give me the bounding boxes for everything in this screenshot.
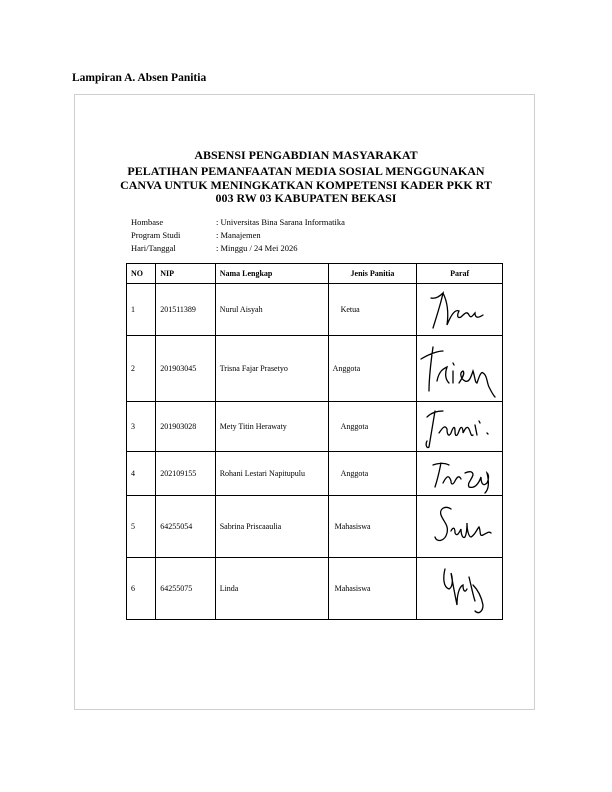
table-row — [127, 284, 503, 336]
cell-name: Sabrina Priscaaulia — [215, 496, 328, 558]
cell-paraf — [417, 496, 503, 558]
cell-jenis: Anggota — [328, 336, 417, 402]
subtitle-line: PELATIHAN PEMANFAATAN MEDIA SOSIAL MENGGUNAKAN — [127, 164, 485, 178]
meta-value: : Minggu / 24 Mei 2026 — [216, 243, 298, 253]
table-row — [127, 452, 503, 496]
cell-nip: 201903028 — [156, 402, 215, 452]
meta-label: Program Studi — [131, 230, 181, 240]
cell-jenis: Anggota — [328, 402, 417, 452]
handwritten-signature-icon — [417, 497, 501, 557]
subtitle-line: 003 RW 03 KABUPATEN BEKASI — [215, 191, 397, 205]
cell-jenis: Mahasiswa — [328, 496, 417, 558]
header-nip: NIP — [156, 264, 215, 284]
handwritten-signature-icon — [417, 559, 501, 619]
cell-name: Nurul Aisyah — [215, 284, 328, 336]
cell-jenis: Mahasiswa — [328, 558, 417, 620]
cell-name: Mety Titin Herawaty — [215, 402, 328, 452]
cell-jenis: Ketua — [328, 284, 417, 336]
cell-name: Linda — [215, 558, 328, 620]
cell-no: 4 — [127, 452, 156, 496]
cell-paraf — [417, 558, 503, 620]
table-row — [127, 558, 503, 620]
header-name: Nama Lengkap — [215, 264, 328, 284]
cell-nip: 201511389 — [156, 284, 215, 336]
cell-paraf — [417, 452, 503, 496]
table-row — [127, 402, 503, 452]
meta-row — [131, 229, 345, 242]
meta-row — [131, 242, 345, 255]
page-caption: Lampiran A. Absen Panitia — [72, 72, 207, 84]
meta-label: Hari/Tanggal — [131, 243, 176, 253]
table-row — [127, 496, 503, 558]
cell-no: 2 — [127, 336, 156, 402]
cell-paraf — [417, 402, 503, 452]
attendance-table — [126, 263, 503, 620]
cell-name: Rohani Lestari Napitupulu — [215, 452, 328, 496]
handwritten-signature-icon — [417, 403, 501, 451]
header-jenis: Jenis Panitia — [328, 264, 417, 284]
cell-no: 1 — [127, 284, 156, 336]
header-paraf: Paraf — [417, 264, 503, 284]
handwritten-signature-icon — [417, 285, 501, 335]
cell-paraf — [417, 284, 503, 336]
table-header-row — [127, 264, 503, 284]
subtitle-line: CANVA UNTUK MENINGKATKAN KOMPETENSI KADER PKK RT — [120, 177, 492, 192]
cell-nip: 202109155 — [156, 452, 215, 496]
cell-paraf — [417, 336, 503, 402]
meta-value: : Manajemen — [216, 230, 261, 240]
handwritten-signature-icon — [417, 337, 501, 401]
cell-no: 6 — [127, 558, 156, 620]
cell-nip: 201903045 — [156, 336, 215, 402]
cell-nip: 64255054 — [156, 496, 215, 558]
meta-value: : Universitas Bina Sarana Informatika — [216, 217, 345, 227]
header-no: NO — [127, 264, 156, 284]
cell-jenis: Anggota — [328, 452, 417, 496]
meta-label: Hombase — [131, 217, 164, 227]
cell-no: 3 — [127, 402, 156, 452]
meta-row — [131, 216, 345, 229]
cell-nip: 64255075 — [156, 558, 215, 620]
handwritten-signature-icon — [417, 453, 501, 495]
cell-no: 5 — [127, 496, 156, 558]
table-row — [127, 336, 503, 402]
document-title: ABSENSI PENGABDIAN MASYARAKAT — [194, 148, 418, 162]
document-meta — [131, 216, 345, 255]
document-subtitle — [0, 165, 612, 206]
cell-name: Trisna Fajar Prasetyo — [215, 336, 328, 402]
